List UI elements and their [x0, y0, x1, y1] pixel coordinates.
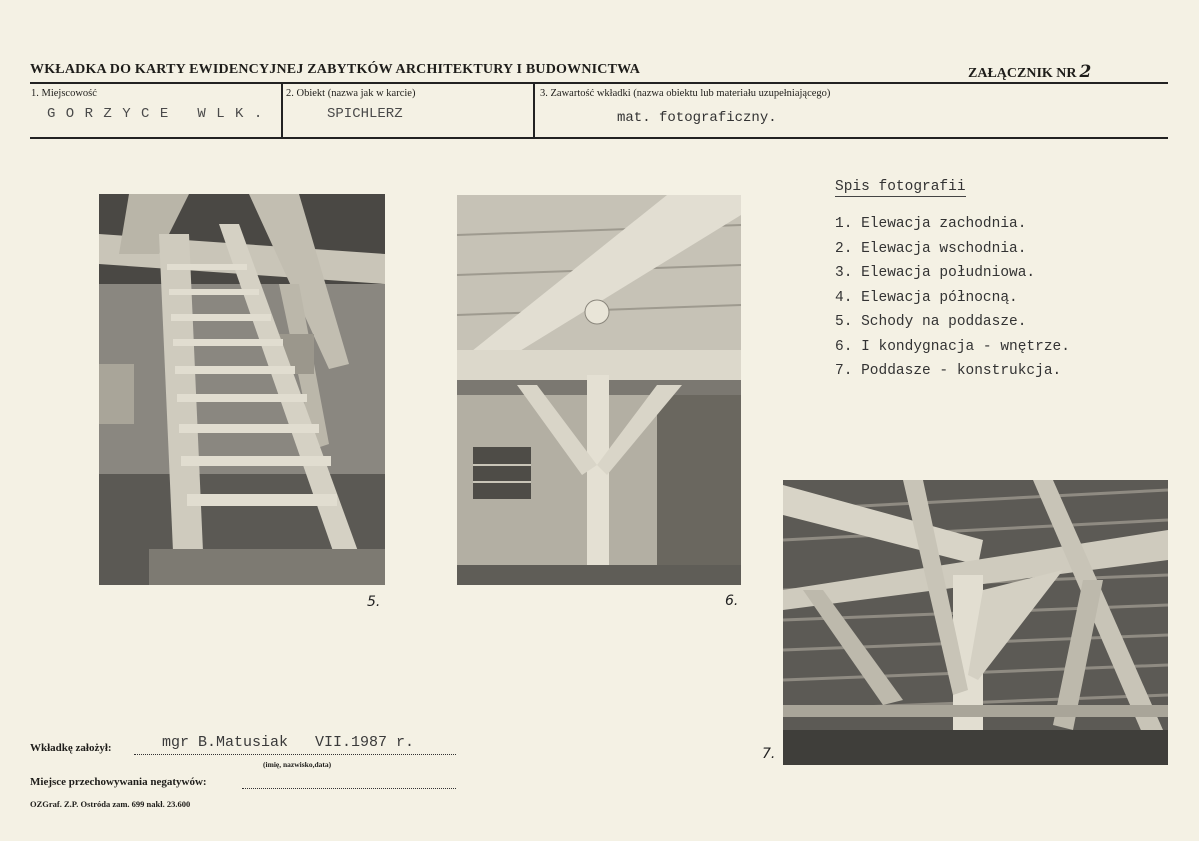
field-divider-2: [533, 84, 535, 138]
list-item: 3. Elewacja południowa.: [835, 265, 1036, 281]
list-item: 6. I kondygnacja - wnętrze.: [835, 338, 1070, 355]
field-divider-1: [281, 84, 283, 138]
list-item: 4. Elewacja północną.: [835, 289, 1018, 306]
storage-dotted-line: [242, 788, 456, 789]
photo-stairs: [99, 194, 385, 585]
content-label: 3. Zawartość wkładki (nazwa obiektu lub materiału uzupełniającego): [540, 88, 831, 99]
object-label: 2. Obiekt (nazwa jak w karcie): [286, 88, 416, 99]
locality-label: 1. Miejscowość: [31, 88, 97, 99]
photo-interior: [457, 195, 741, 585]
author-dotted-line: [134, 754, 456, 755]
list-item: 5. Schody na poddasze.: [835, 314, 1027, 330]
author-value: mgr B.Matusiak VII.1987 r.: [162, 734, 415, 751]
form-title: WKŁADKA DO KARTY EWIDENCYJNEJ ZABYTKÓW ARCHITEKTURY I BUDOWNICTWA: [30, 62, 641, 77]
photo-roof: [783, 480, 1168, 765]
storage-label: Miejsce przechowywania negatywów:: [30, 776, 207, 788]
object-value: SPICHLERZ: [327, 106, 403, 122]
photo-number-6: 6.: [725, 593, 739, 609]
photo-list-title: Spis fotografii: [835, 179, 966, 195]
photo-number-7: 7.: [762, 746, 776, 762]
header-rule-top: [30, 82, 1168, 84]
content-value: mat. fotograficzny.: [617, 110, 777, 126]
attachment-label: ZAŁĄCZNIK NR 2: [968, 62, 1092, 82]
photo-list: [835, 212, 1070, 384]
author-label: Wkładkę założył:: [30, 742, 112, 754]
list-item: 1. Elewacja zachodnia.: [835, 216, 1027, 232]
locality-value: G O R Z Y C E W L K .: [47, 106, 264, 122]
header-rule-bottom: [30, 137, 1168, 139]
list-item: 7. Poddasze - konstrukcja.: [835, 363, 1062, 379]
author-hint: (imię, nazwisko,data): [263, 760, 332, 769]
printer-info: OZGraf. Z.P. Ostróda zam. 699 nakł. 23.600: [30, 799, 191, 809]
attachment-number: 2: [1079, 62, 1092, 82]
photo-number-5: 5.: [367, 594, 381, 610]
list-item: 2. Elewacja wschodnia.: [835, 240, 1027, 257]
